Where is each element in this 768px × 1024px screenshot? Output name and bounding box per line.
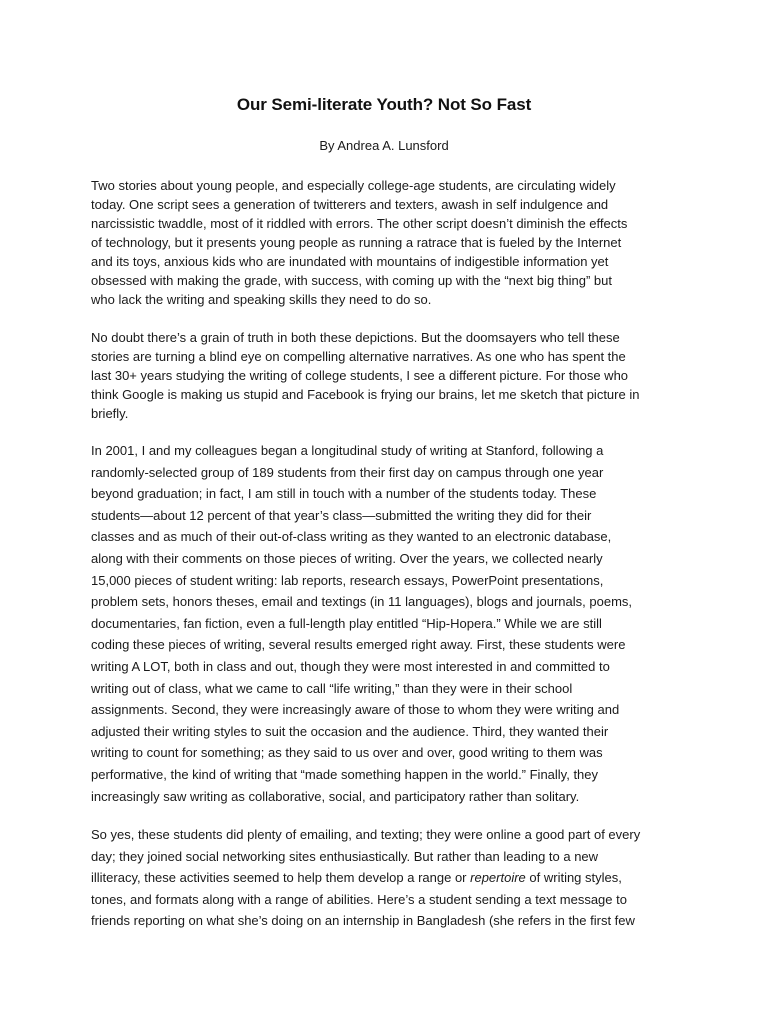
- paragraph-line: today. One script sees a generation of twitterers and texters, awash in self indulgence and: [91, 197, 609, 212]
- italic-term: repertoire: [470, 870, 526, 886]
- paragraph-4: [91, 824, 691, 932]
- paragraph-line: [91, 867, 691, 889]
- paragraph-line: students—about 12 percent of that year’s class—submitted the writing they did for their: [91, 507, 592, 523]
- paragraph-line: of technology, but it presents young people as running a ratrace that is fueled by the Internet: [91, 235, 622, 250]
- paragraph-line: tones, and formats along with a range of abilities. Here’s a student sending a text message to: [91, 891, 627, 907]
- line-segment: of writing styles,: [525, 870, 622, 886]
- paragraph-line: last 30+ years studying the writing of college students, I see a different picture. For those who: [91, 368, 629, 383]
- paragraph-line: performative, the kind of writing that “made something happen in the world.” Finally, they: [91, 766, 599, 782]
- paragraph-line: obsessed with making the grade, with success, with coming up with the “next big thing” but: [91, 273, 612, 288]
- paragraph-1: [91, 176, 691, 309]
- paragraph-line: documentaries, fan fiction, even a full-length play entitled “Hip-Hopera.” While we are still: [91, 615, 602, 631]
- paragraph-line: stories are turning a blind eye on compelling alternative narratives. As one who has spent the: [91, 349, 626, 364]
- paragraph-line: No doubt there’s a grain of truth in both these depictions. But the doomsayers who tell these: [91, 330, 620, 345]
- paragraph-line: Two stories about young people, and especially college-age students, are circulating widely: [91, 178, 616, 193]
- paragraph-line: writing A LOT, both in class and out, though they were most interested in and committed to: [91, 658, 610, 674]
- paragraph-line: increasingly saw writing as collaborative, social, and participatory rather than solitary.: [91, 788, 580, 804]
- line-segment: illiteracy, these activities seemed to help them develop a range or: [91, 870, 471, 886]
- paragraph-line: beyond graduation; in fact, I am still in touch with a number of the students today. These: [91, 486, 597, 502]
- document-title: Our Semi-literate Youth? Not So Fast: [236, 95, 532, 114]
- paragraph-line: adjusted their writing styles to suit the occasion and the audience. Third, they wanted their: [91, 723, 609, 739]
- paragraph-line: In 2001, I and my colleagues began a longitudinal study of writing at Stanford, following a: [91, 443, 604, 458]
- paragraph-line: friends reporting on what she’s doing on an internship in Bangladesh (she refers in the first few: [91, 913, 635, 929]
- paragraph-line: briefly.: [91, 406, 129, 421]
- paragraph-line: day; they joined social networking sites enthusiastically. But rather than leading to a new: [91, 848, 599, 864]
- paragraph-line: assignments. Second, they were increasingly aware of those to whom they were writing and: [91, 702, 620, 718]
- paragraph-line: and its toys, anxious kids who are inundated with mountains of indigestible information yet: [91, 254, 609, 269]
- paragraph-line: classes and as much of their out-of-class writing as they wanted to an electronic database,: [91, 529, 612, 545]
- paragraph-2: [91, 328, 691, 423]
- paragraph-line: think Google is making us stupid and Facebook is frying our brains, let me sketch that picture in: [91, 387, 640, 402]
- paragraph-line: coding these pieces of writing, several results emerged right away. First, these students were: [91, 637, 626, 653]
- paragraph-line: writing to count for something; as they said to us over and over, good writing to them was: [91, 745, 603, 761]
- paragraph-line: along with their comments on those pieces of writing. Over the years, we collected nearly: [91, 550, 603, 566]
- paragraph-line: narcissistic twaddle, most of it riddled with errors. The other script doesn’t diminish the effects: [91, 216, 628, 231]
- paragraph-line: So yes, these students did plenty of emailing, and texting; they were online a good part of every: [91, 827, 641, 842]
- paragraph-line: problem sets, honors theses, email and textings (in 11 languages), blogs and journals, poems,: [91, 594, 633, 610]
- paragraph-line: who lack the writing and speaking skills they need to do so.: [91, 292, 432, 307]
- paragraph-line: randomly-selected group of 189 students from their first day on campus through one year: [91, 464, 604, 480]
- paragraph-line: writing out of class, what we came to call “life writing,” than they were in their school: [91, 680, 573, 696]
- document-byline: By Andrea A. Lunsford: [319, 138, 449, 153]
- paragraph-line: 15,000 pieces of student writing: lab reports, research essays, PowerPoint presentations,: [91, 572, 604, 588]
- paragraph-3: [91, 440, 691, 807]
